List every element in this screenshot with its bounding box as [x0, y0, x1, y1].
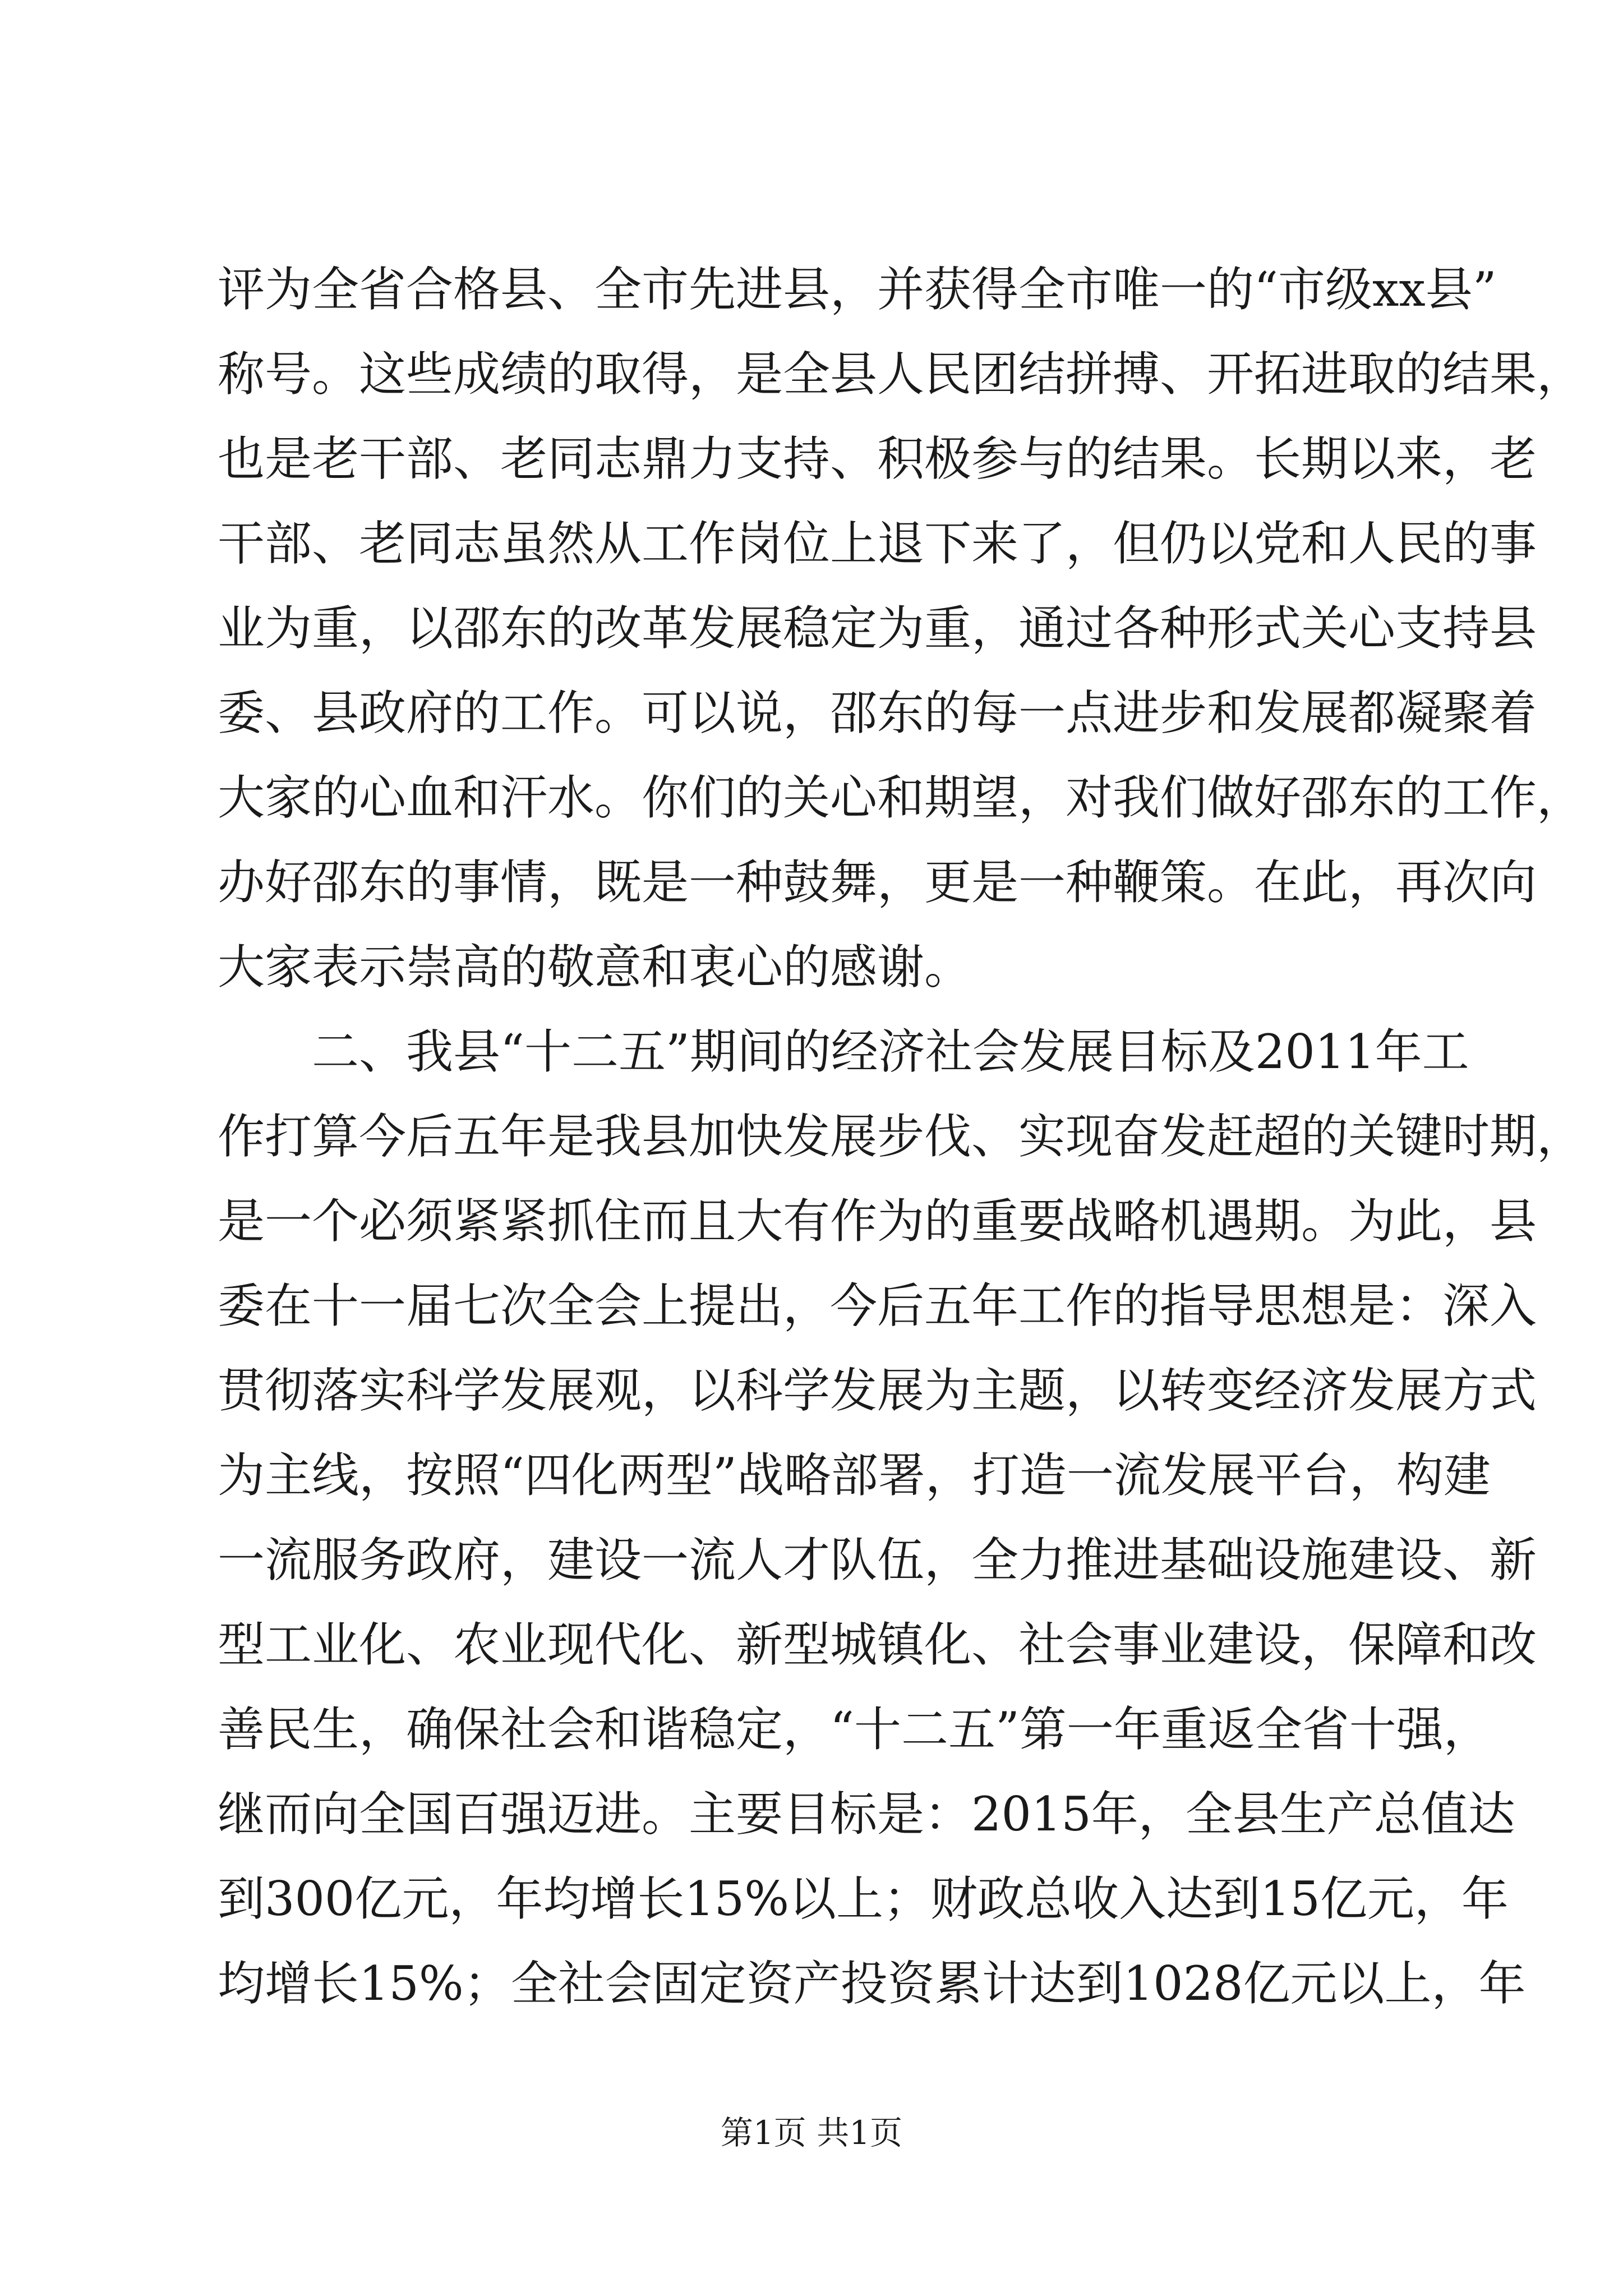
text-line: 大家的心血和汗水。你们的关心和期望，对我们做好邵东的工作，	[218, 770, 1584, 825]
text-line: 称号。这些成绩的取得，是全县人民团结拼搏、开拓进取的结果，	[218, 347, 1584, 402]
text-line: 二、我县“十二五”期间的经济社会发展目标及2011年工	[218, 1024, 1469, 1079]
page-number-label: 第1页 共1页	[720, 2114, 903, 2152]
document-body	[218, 247, 1584, 2026]
text-line: 委在十一届七次全会上提出，今后五年工作的指导思想是：深入	[218, 1278, 1537, 1333]
text-line: 办好邵东的事情，既是一种鼓舞，更是一种鞭策。在此，再次向	[218, 855, 1537, 910]
text-line: 善民生，确保社会和谐稳定，“十二五”第一年重返全省十强，	[218, 1702, 1491, 1757]
text-line: 干部、老同志虽然从工作岗位上退下来了，但仍以党和人民的事	[218, 516, 1537, 571]
text-line: 委、县政府的工作。可以说，邵东的每一点进步和发展都凝聚着	[218, 685, 1537, 740]
text-line: 是一个必须紧紧抓住而且大有作为的重要战略机遇期。为此，县	[218, 1194, 1537, 1249]
text-line: 到300亿元，年均增长15%以上；财政总收入达到15亿元，年	[218, 1871, 1509, 1926]
text-line: 贯彻落实科学发展观，以科学发展为主题，以转变经济发展方式	[218, 1363, 1537, 1418]
page-footer	[0, 2106, 1623, 2154]
text-line: 一流服务政府，建设一流人才队伍，全力推进基础设施建设、新	[218, 1533, 1537, 1588]
text-line: 也是老干部、老同志鼎力支持、积极参与的结果。长期以来，老	[218, 431, 1537, 486]
text-line: 大家表示崇高的敬意和衷心的感谢。	[218, 940, 972, 995]
text-line: 为主线，按照“四化两型”战略部署，打造一流发展平台，构建	[218, 1448, 1491, 1503]
text-line: 均增长15%；全社会固定资产投资累计达到1028亿元以上，年	[218, 1956, 1526, 2011]
text-line: 作打算今后五年是我县加快发展步伐、实现奋发赶超的关键时期，	[218, 1109, 1584, 1164]
text-line: 评为全省合格县、全市先进县，并获得全市唯一的“市级xx县”	[218, 262, 1497, 317]
text-line: 型工业化、农业现代化、新型城镇化、社会事业建设，保障和改	[218, 1617, 1537, 1672]
text-line: 继而向全国百强迈进。主要目标是：2015年，全县生产总值达	[218, 1787, 1515, 1842]
text-line: 业为重，以邵东的改革发展稳定为重，通过各种形式关心支持县	[218, 601, 1537, 656]
